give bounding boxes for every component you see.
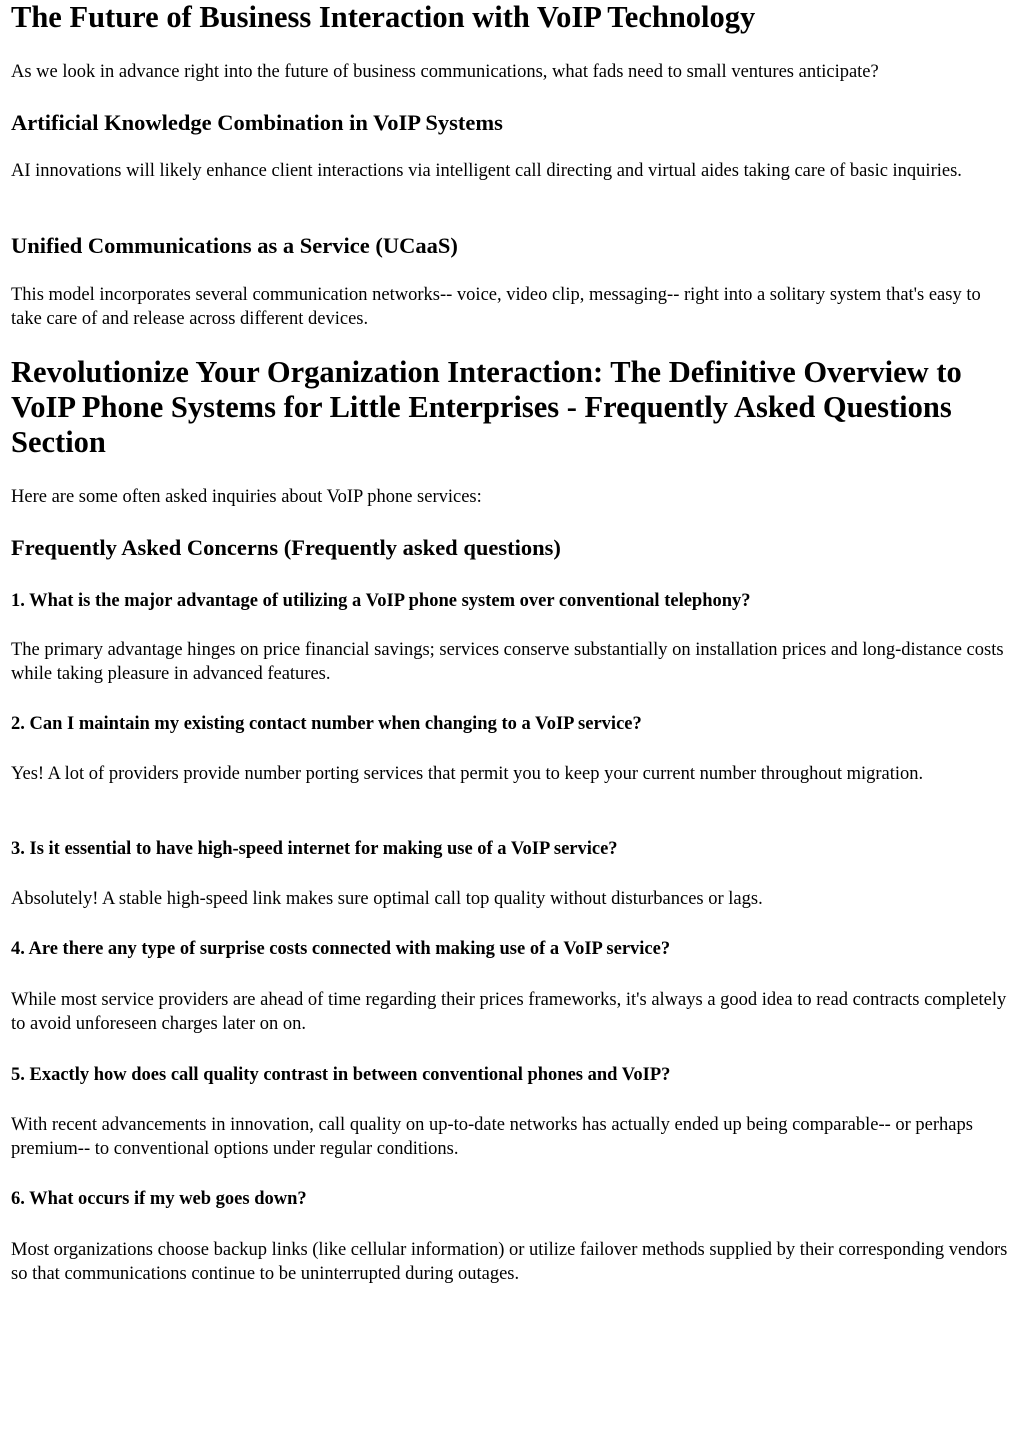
section-title-future: The Future of Business Interaction with VoIP Technology — [11, 0, 756, 34]
faq-answer: With recent advancements in innovation, call quality on up-to-date networks has actually ended up being comparable-- or perhaps premium-- to conventional options under regular conditions. — [11, 1115, 973, 1159]
faq-question: 5. Exactly how does call quality contrast in between conventional phones and VoIP? — [11, 1065, 671, 1085]
subheading-ucaas: Unified Communications as a Service (UCaaS) — [11, 233, 458, 258]
section-intro-future: As we look in advance right into the future of business communications, what fads need to small ventures anticipate? — [11, 62, 879, 82]
paragraph-ucaas: This model incorporates several communication networks-- voice, video clip, messaging-- right into a solitary system that's easy to take care of and release across different devices. — [11, 285, 981, 329]
faq-answer: Absolutely! A stable high-speed link makes sure optimal call top quality without disturbances or lags. — [11, 889, 763, 909]
faq-answer: Most organizations choose backup links (like cellular information) or utilize failover methods supplied by their corresponding vendors so that communications continue to be uninterrupted during outages. — [11, 1240, 1008, 1284]
section-title-faq: Revolutionize Your Organization Interaction: The Definitive Overview to VoIP Phone Systems for Little Enterprises - Frequently Asked Questions Section — [11, 355, 962, 459]
faq-question: 3. Is it essential to have high-speed internet for making use of a VoIP service? — [11, 839, 618, 859]
faq-question: 4. Are there any type of surprise costs connected with making use of a VoIP service? — [11, 939, 671, 959]
faq-answer: Yes! A lot of providers provide number porting services that permit you to keep your current number throughout migration. — [11, 764, 924, 784]
faq-question: 1. What is the major advantage of utilizing a VoIP phone system over conventional telephony? — [11, 591, 751, 611]
faq-answer: The primary advantage hinges on price financial savings; services conserve substantially on installation prices and long-distance costs while taking pleasure in advanced features. — [11, 640, 1004, 684]
faq-question: 6. What occurs if my web goes down? — [11, 1189, 307, 1209]
faq-answer: While most service providers are ahead of time regarding their prices frameworks, it's always a good idea to read contracts completely to avoid unforeseen charges later on on. — [11, 990, 1007, 1034]
faq-heading: Frequently Asked Concerns (Frequently asked questions) — [11, 535, 561, 560]
subheading-ai: Artificial Knowledge Combination in VoIP Systems — [11, 110, 503, 135]
paragraph-ai: AI innovations will likely enhance client interactions via intelligent call directing and virtual aides taking care of basic inquiries. — [11, 161, 962, 181]
section-intro-faq: Here are some often asked inquiries about VoIP phone services: — [11, 487, 482, 507]
faq-question: 2. Can I maintain my existing contact number when changing to a VoIP service? — [11, 714, 642, 734]
